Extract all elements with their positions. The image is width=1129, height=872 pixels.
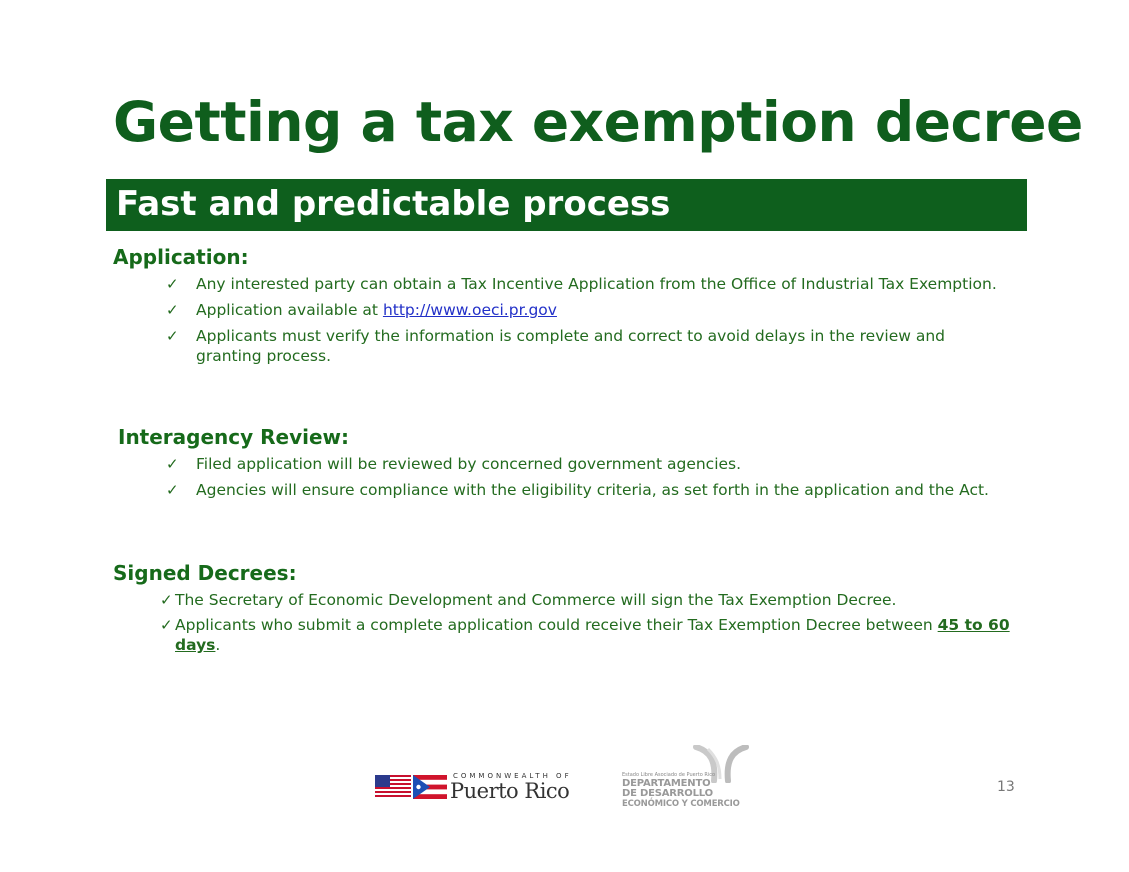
ddec-line-2: DE DESARROLLO (622, 788, 713, 799)
list-item (160, 615, 1015, 655)
list-item (160, 590, 1015, 610)
application-heading: Application: (113, 245, 249, 269)
check-mark-icon: ✓ (166, 455, 179, 473)
interagency-heading: Interagency Review: (118, 425, 350, 449)
subtitle-banner (106, 179, 1027, 231)
list-item (166, 300, 1011, 320)
check-mark-icon: ✓ (160, 591, 173, 609)
list-item (166, 480, 1011, 500)
ddec-logo (620, 745, 755, 807)
puerto-rico-logo (375, 772, 572, 803)
list-item-suffix: . (215, 636, 221, 654)
list-item-text: Applicants must verify the information is complete and correct to avoid delays in the review and granting process. (196, 327, 946, 365)
ddec-line-3: ECONÓMICO Y COMERCIO (622, 799, 740, 809)
interagency-list (166, 454, 1011, 506)
list-item (166, 274, 1011, 294)
application-list (166, 274, 1011, 372)
list-item-text: The Secretary of Economic Development and Commerce will sign the Tax Exemption Decree. (175, 591, 897, 609)
check-mark-icon: ✓ (166, 327, 179, 345)
list-item-text: Application available at (196, 301, 383, 319)
flags-icon (375, 775, 447, 799)
list-item-text: Agencies will ensure compliance with the eligibility criteria, as set forth in the application and the Act. (196, 481, 989, 499)
ddec-small-label: Estado Libre Asociado de Puerto Rico (622, 772, 716, 778)
check-mark-icon: ✓ (160, 616, 173, 634)
oeci-link[interactable]: http://www.oeci.pr.gov (382, 301, 557, 319)
timeframe-emphasis: 45 to 60 days (175, 616, 1010, 654)
list-item-text: Applicants who submit a complete application could receive their Tax Exemption Decree between (175, 616, 938, 634)
puerto-rico-label: Puerto Rico (450, 779, 570, 803)
slide-title: Getting a tax exemption decree (113, 90, 1083, 154)
banner-text: Fast and predictable process (116, 184, 671, 224)
list-item-text: Filed application will be reviewed by concerned government agencies. (196, 455, 742, 473)
commonwealth-label: COMMONWEALTH OF (453, 772, 572, 780)
signed-decrees-heading: Signed Decrees: (113, 561, 297, 585)
check-mark-icon: ✓ (166, 275, 179, 293)
page-number: 13 (997, 779, 1015, 795)
ddec-line-1: DEPARTAMENTO (622, 778, 711, 789)
list-item-text: Any interested party can obtain a Tax Incentive Application from the Office of Industrial Tax Exemption. (196, 275, 997, 293)
check-mark-icon: ✓ (166, 301, 179, 319)
check-mark-icon: ✓ (166, 481, 179, 499)
list-item (166, 454, 1011, 474)
list-item (166, 326, 1011, 366)
signed-decrees-list (160, 590, 1015, 660)
